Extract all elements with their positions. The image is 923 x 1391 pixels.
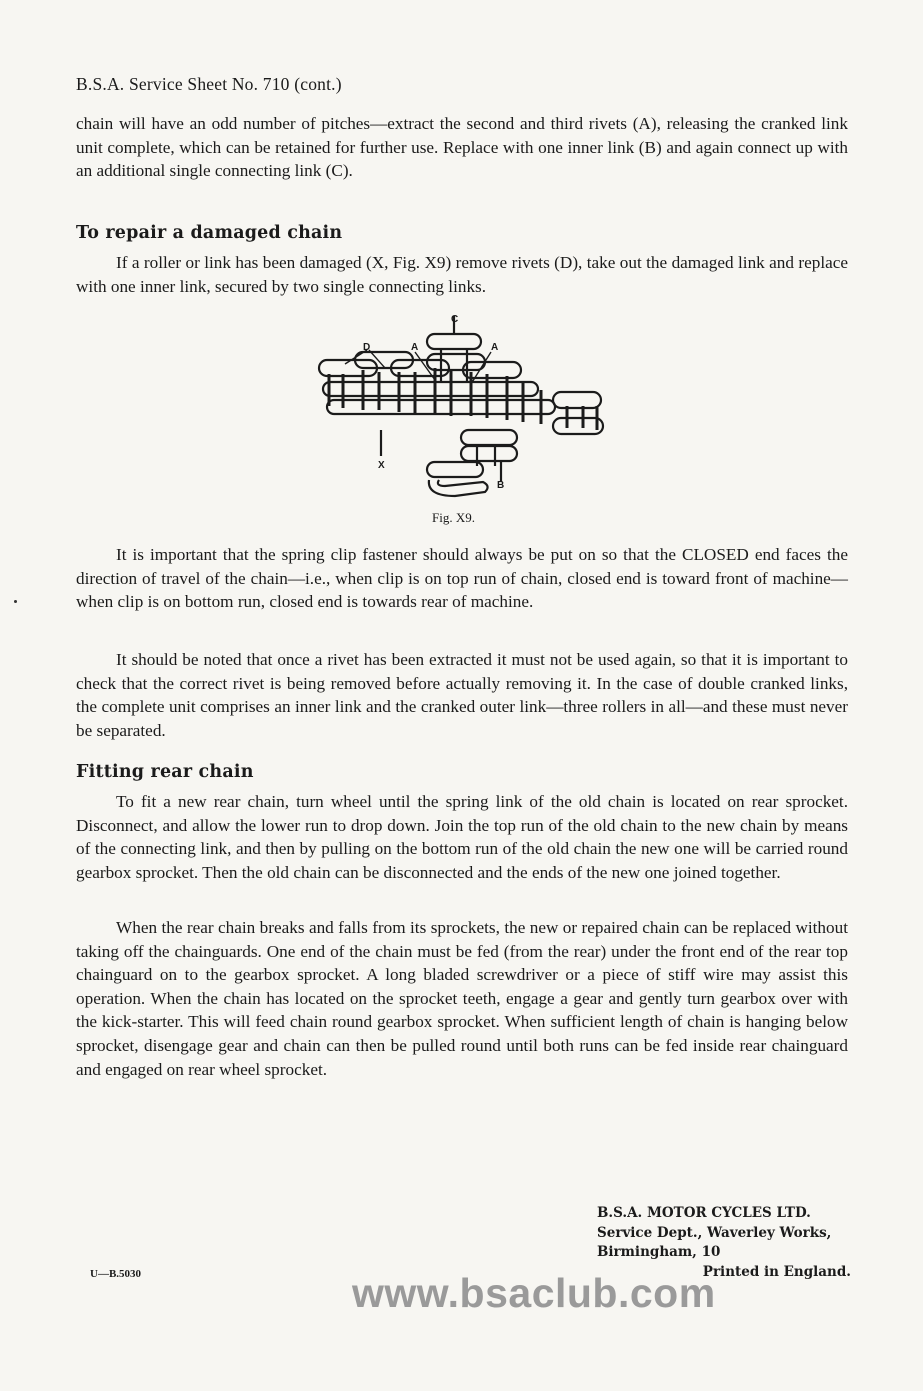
heading-fitting-rear-chain: Fitting rear chain — [76, 762, 254, 782]
footer-code: U—B.5030 — [90, 1268, 142, 1280]
footer-dept: Service Dept., Waverley Works, — [597, 1224, 832, 1241]
chain-diagram-figure — [315, 310, 615, 505]
paragraph-odd-pitches: chain will have an odd number of pitches—extract the second and third rivets (A), releasing the cranked link unit complete, which can be retained for further use. Replace with one inner link (B) and again connect up with an additional single connecting link (C). — [76, 114, 848, 181]
heading-repair-damaged-chain: To repair a damaged chain — [76, 223, 343, 243]
label-b: B — [497, 480, 505, 491]
watermark-url: www.bsaclub.com — [352, 1270, 716, 1316]
paragraph-rivet-note: It should be noted that once a rivet has been extracted it must not be used again, so that it is important to check that the correct rivet is being removed before actually removing it. In the case of double cranked links, the complete unit comprises an inner link and the cranked outer link—three rollers in all—and these must never be separated. — [76, 650, 848, 740]
figure-caption: Fig. X9. — [432, 510, 475, 525]
label-c: C — [451, 314, 459, 325]
label-d: D — [363, 342, 371, 353]
paragraph-fit-new-chain: To fit a new rear chain, turn wheel until the spring link of the old chain is located on rear sprocket. Disconnect, and allow the lower run to drop down. Join the top run of the old chain to the new chain by means of the connecting link, and then by pulling on the bottom run of the old chain the new one will be carried round gearbox sprocket. Then the old chain can be disconnected and the ends of the new one joined together. — [76, 792, 848, 882]
paragraph-spring-clip: It is important that the spring clip fastener should always be put on so that the CLOSED end faces the direction of travel of the chain—i.e., when clip is on top run of chain, closed end is toward front of machine—when clip is on bottom run, closed end is towards rear of machine. — [76, 545, 848, 612]
page-header: B.S.A. Service Sheet No. 710 (cont.) — [76, 74, 342, 94]
paragraph-chain-breaks: When the rear chain breaks and falls from its sprockets, the new or repaired chain can be replaced without taking off the chainguards. One end of the chain must be fed (from the rear) under the front end of the rear top chainguard on to the gearbox sprocket. A long bladed screwdriver or a piece of stiff wire may assist this operation. When the chain has located on the sprocket teeth, engage a gear and gently turn gearbox over with the kick-starter. This will feed chain round gearbox sprocket. When sufficient length of chain is hanging below sprocket, disengage gear and chain can then be pulled round until both runs can be fed inside rear chainguard and engaged on rear wheel sprocket. — [76, 918, 848, 1079]
footer-city: Birmingham, 10 — [597, 1244, 721, 1260]
footer-company: B.S.A. MOTOR CYCLES LTD. — [597, 1205, 811, 1221]
label-a-left: A — [411, 342, 419, 353]
footer-printed: Printed in England. — [702, 1264, 851, 1280]
footer-company-address — [597, 1204, 831, 1263]
label-a-right: A — [491, 342, 499, 353]
scan-speck — [14, 600, 17, 603]
paragraph-repair-damaged-chain: If a roller or link has been damaged (X, Fig. X9) remove rivets (D), take out the damaged link and replace with one inner link, secured by two single connecting links. — [76, 253, 848, 296]
label-x: X — [378, 460, 385, 471]
